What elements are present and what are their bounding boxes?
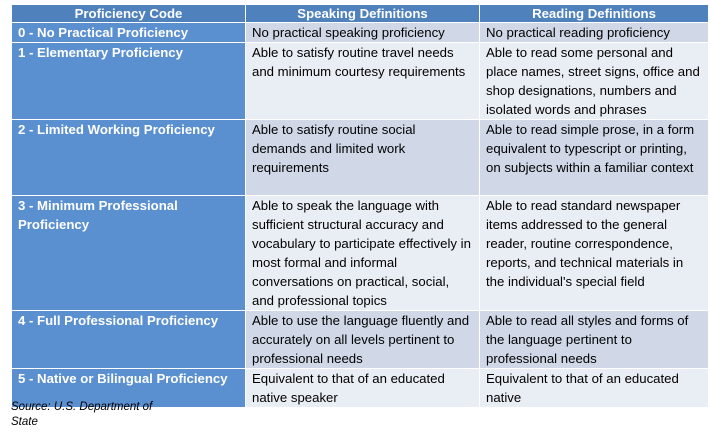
proficiency-table (11, 4, 709, 408)
table-row (12, 23, 709, 43)
speaking-definition-cell: Able to speak the language with sufficient structural accuracy and vocabulary to participate effectively in most formal and informal conversations on practical, social, and professional topics (246, 196, 480, 311)
proficiency-code-cell: 1 - Elementary Proficiency (12, 43, 246, 120)
speaking-definition-cell: Able to satisfy routine social demands and limited work requirements (246, 120, 480, 196)
table-row (12, 120, 709, 196)
table-row (12, 311, 709, 369)
reading-definition-cell: Equivalent to that of an educated native (480, 369, 709, 408)
proficiency-code-cell: 0 - No Practical Proficiency (12, 23, 246, 43)
proficiency-code-cell: 5 - Native or Bilingual Proficiency (12, 369, 246, 408)
proficiency-table-container (11, 4, 708, 408)
proficiency-code-cell: 4 - Full Professional Proficiency (12, 311, 246, 369)
proficiency-code-cell: 2 - Limited Working Proficiency (12, 120, 246, 196)
reading-definition-cell: Able to read all styles and forms of the language pertinent to professional needs (480, 311, 709, 369)
table-row (12, 43, 709, 120)
reading-definition-cell: Able to read standard newspaper items addressed to the general reader, routine correspondence, reports, and technical materials in the individual's special field (480, 196, 709, 311)
header-proficiency-code: Proficiency Code (12, 5, 246, 23)
reading-definition-cell: Able to read some personal and place names, street signs, office and shop designations, numbers and isolated words and phrases (480, 43, 709, 120)
reading-definition-cell: Able to read simple prose, in a form equivalent to typescript or printing, on subjects within a familiar context (480, 120, 709, 196)
source-caption: Source: U.S. Department of State (11, 401, 153, 428)
header-reading-definitions: Reading Definitions (480, 5, 709, 23)
table-header-row (12, 5, 709, 23)
proficiency-code-cell: 3 - Minimum Professional Proficiency (12, 196, 246, 311)
header-speaking-definitions: Speaking Definitions (246, 5, 480, 23)
speaking-definition-cell: Equivalent to that of an educated native speaker (246, 369, 480, 408)
table-row (12, 196, 709, 311)
speaking-definition-cell: No practical speaking proficiency (246, 23, 480, 43)
speaking-definition-cell: Able to satisfy routine travel needs and minimum courtesy requirements (246, 43, 480, 120)
speaking-definition-cell: Able to use the language fluently and accurately on all levels pertinent to professional needs (246, 311, 480, 369)
reading-definition-cell: No practical reading proficiency (480, 23, 709, 43)
